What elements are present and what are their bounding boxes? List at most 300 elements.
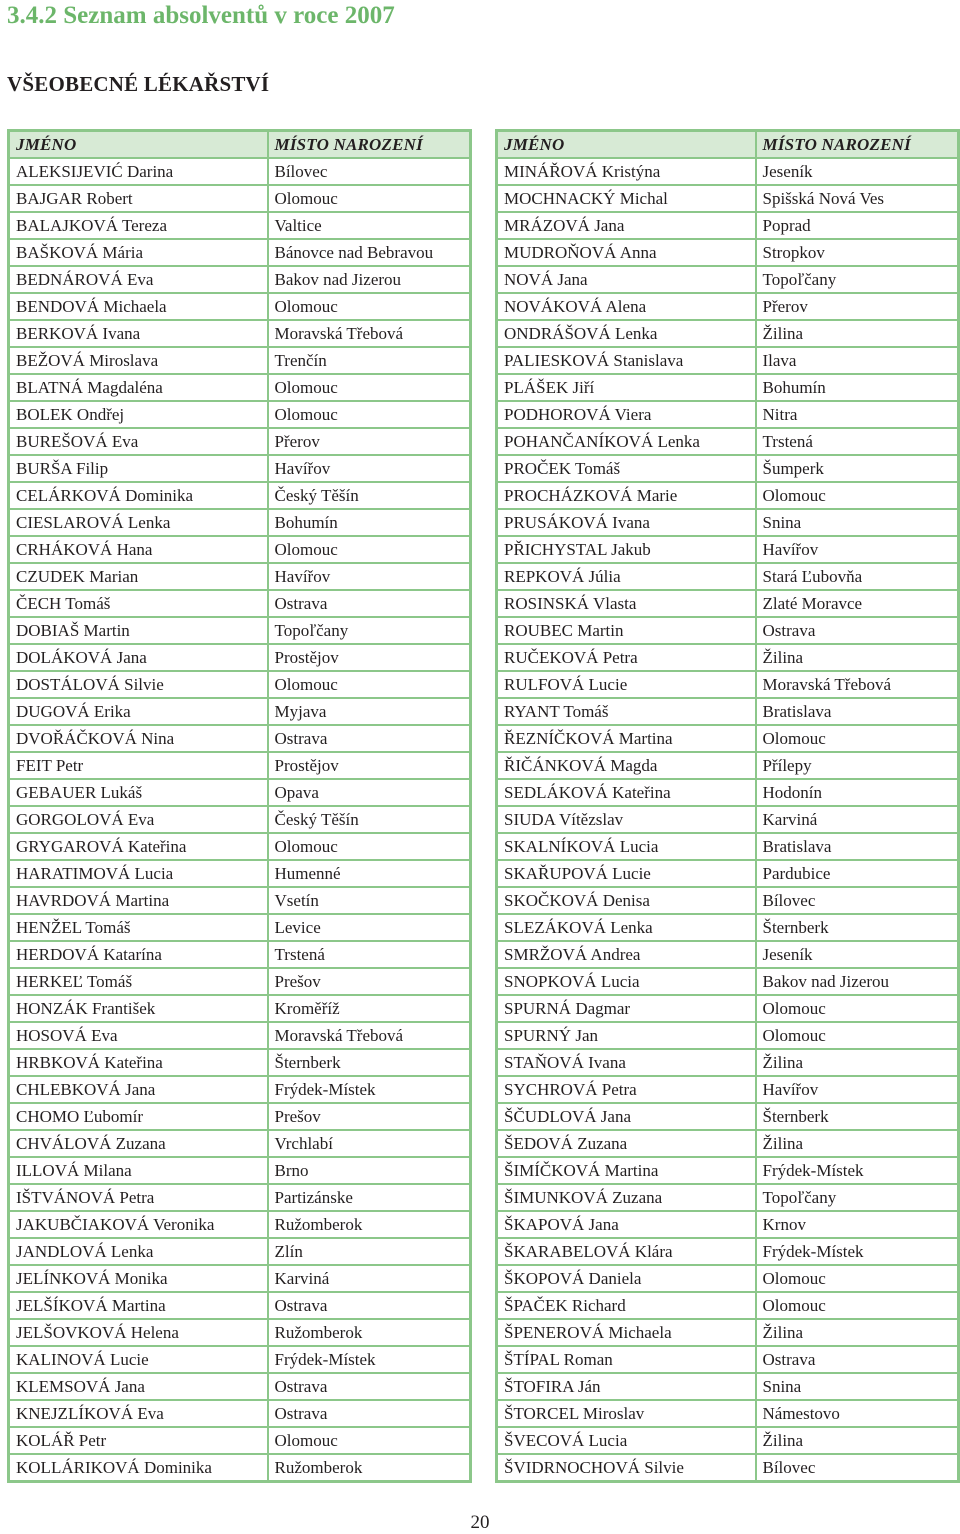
birthplace: Žilina (756, 1130, 959, 1157)
graduate-name: POHANČANÍKOVÁ Lenka (497, 428, 756, 455)
table-row (497, 1346, 959, 1373)
graduate-name: SMRŽOVÁ Andrea (497, 941, 756, 968)
graduate-name: SLEZÁKOVÁ Lenka (497, 914, 756, 941)
graduate-name: NOVÁ Jana (497, 266, 756, 293)
table-row (9, 590, 471, 617)
graduate-name: DOBIAŠ Martin (9, 617, 268, 644)
graduate-name: CHOMO Ľubomír (9, 1103, 268, 1130)
table-row (497, 1292, 959, 1319)
graduate-name: MUDROŇOVÁ Anna (497, 239, 756, 266)
graduate-name: BEŽOVÁ Miroslava (9, 347, 268, 374)
graduate-name: BURŠA Filip (9, 455, 268, 482)
graduate-name: JELŠÍKOVÁ Martina (9, 1292, 268, 1319)
graduate-name: PLÁŠEK Jiří (497, 374, 756, 401)
table-row (9, 1076, 471, 1103)
graduate-name: KALINOVÁ Lucie (9, 1346, 268, 1373)
table-row (497, 1130, 959, 1157)
table-row (9, 1265, 471, 1292)
graduate-name: BOLEK Ondřej (9, 401, 268, 428)
table-row (9, 1211, 471, 1238)
table-row (9, 563, 471, 590)
birthplace: Přerov (268, 428, 471, 455)
graduates-table-right (495, 129, 960, 1483)
graduate-name: ŠPAČEK Richard (497, 1292, 756, 1319)
birthplace: Brno (268, 1157, 471, 1184)
birthplace: Spišská Nová Ves (756, 185, 959, 212)
birthplace: Moravská Třebová (268, 320, 471, 347)
page-number: 20 (470, 1512, 490, 1533)
birthplace: Vsetín (268, 887, 471, 914)
graduate-name: RUČEKOVÁ Petra (497, 644, 756, 671)
birthplace: Ružomberok (268, 1211, 471, 1238)
birthplace: Ilava (756, 347, 959, 374)
table-row (9, 212, 471, 239)
birthplace: Bílovec (268, 158, 471, 185)
table-row (9, 536, 471, 563)
birthplace: Trstená (756, 428, 959, 455)
graduate-name: MRÁZOVÁ Jana (497, 212, 756, 239)
birthplace: Trenčín (268, 347, 471, 374)
table-row (9, 1400, 471, 1427)
graduate-name: FEIT Petr (9, 752, 268, 779)
table-row (9, 1346, 471, 1373)
table-row (9, 644, 471, 671)
graduate-name: HENŽEL Tomáš (9, 914, 268, 941)
graduate-name: GEBAUER Lukáš (9, 779, 268, 806)
table-row (9, 401, 471, 428)
graduate-name: JELŠOVKOVÁ Helena (9, 1319, 268, 1346)
table-row (9, 428, 471, 455)
table-row (9, 698, 471, 725)
graduate-name: ŠKARABELOVÁ Klára (497, 1238, 756, 1265)
table-row (497, 671, 959, 698)
table-row (497, 347, 959, 374)
birthplace: Bohumín (756, 374, 959, 401)
birthplace: Námestovo (756, 1400, 959, 1427)
birthplace: Olomouc (756, 1022, 959, 1049)
graduate-name: MINÁŘOVÁ Kristýna (497, 158, 756, 185)
graduate-name: ŘEZNÍČKOVÁ Martina (497, 725, 756, 752)
birthplace: Žilina (756, 644, 959, 671)
table-row (9, 752, 471, 779)
column-header-birthplace: MÍSTO NAROZENÍ (268, 131, 471, 159)
birthplace: Ružomberok (268, 1454, 471, 1482)
birthplace: Olomouc (268, 401, 471, 428)
table-row (497, 1238, 959, 1265)
graduate-name: ŠEDOVÁ Zuzana (497, 1130, 756, 1157)
table-row (9, 1319, 471, 1346)
graduate-name: HRBKOVÁ Kateřina (9, 1049, 268, 1076)
graduate-name: DUGOVÁ Erika (9, 698, 268, 725)
birthplace: Prešov (268, 1103, 471, 1130)
table-row (9, 725, 471, 752)
table-row (9, 185, 471, 212)
table-row (497, 509, 959, 536)
graduate-name: CHVÁLOVÁ Zuzana (9, 1130, 268, 1157)
graduate-name: SNOPKOVÁ Lucia (497, 968, 756, 995)
graduate-name: ALEKSIJEVIĆ Darina (9, 158, 268, 185)
table-row (9, 374, 471, 401)
table-row (497, 536, 959, 563)
birthplace: Myjava (268, 698, 471, 725)
graduate-name: SEDLÁKOVÁ Kateřina (497, 779, 756, 806)
table-row (9, 887, 471, 914)
birthplace: Ostrava (756, 617, 959, 644)
table-row (497, 1427, 959, 1454)
graduate-name: SKALNÍKOVÁ Lucia (497, 833, 756, 860)
table-row (497, 833, 959, 860)
table-row (9, 833, 471, 860)
birthplace: Valtice (268, 212, 471, 239)
birthplace: Žilina (756, 320, 959, 347)
table-row (9, 1454, 471, 1482)
graduate-name: DOLÁKOVÁ Jana (9, 644, 268, 671)
birthplace: Ostrava (756, 1346, 959, 1373)
graduate-name: SYCHROVÁ Petra (497, 1076, 756, 1103)
birthplace: Český Těšín (268, 482, 471, 509)
graduate-name: KOLÁŘ Petr (9, 1427, 268, 1454)
graduate-name: BLATNÁ Magdaléna (9, 374, 268, 401)
table-header-row (497, 131, 959, 159)
table-row (9, 968, 471, 995)
birthplace: Olomouc (268, 833, 471, 860)
birthplace: Stropkov (756, 239, 959, 266)
graduate-name: KOLLÁRIKOVÁ Dominika (9, 1454, 268, 1482)
birthplace: Bakov nad Jizerou (756, 968, 959, 995)
birthplace: Olomouc (756, 1265, 959, 1292)
table-row (9, 1373, 471, 1400)
table-row (9, 509, 471, 536)
column-header-birthplace: MÍSTO NAROZENÍ (756, 131, 959, 159)
birthplace: Karviná (268, 1265, 471, 1292)
table-row (9, 293, 471, 320)
graduate-name: CELÁRKOVÁ Dominika (9, 482, 268, 509)
graduate-name: ČECH Tomáš (9, 590, 268, 617)
birthplace: Snina (756, 1373, 959, 1400)
table-row (497, 293, 959, 320)
birthplace: Havířov (756, 536, 959, 563)
birthplace: Olomouc (268, 536, 471, 563)
graduate-name: RULFOVÁ Lucie (497, 671, 756, 698)
table-row (497, 887, 959, 914)
graduate-name: CIESLAROVÁ Lenka (9, 509, 268, 536)
birthplace: Zlaté Moravce (756, 590, 959, 617)
table-row (497, 482, 959, 509)
table-row (497, 779, 959, 806)
birthplace: Poprad (756, 212, 959, 239)
birthplace: Partizánske (268, 1184, 471, 1211)
birthplace: Olomouc (268, 671, 471, 698)
table-row (497, 428, 959, 455)
birthplace: Havířov (268, 455, 471, 482)
table-row (497, 158, 959, 185)
birthplace: Moravská Třebová (756, 671, 959, 698)
graduate-name: ŠIMÍČKOVÁ Martina (497, 1157, 756, 1184)
table-row (9, 1292, 471, 1319)
table-row (497, 266, 959, 293)
graduate-name: ROUBEC Martin (497, 617, 756, 644)
birthplace: Ostrava (268, 1373, 471, 1400)
table-row (497, 212, 959, 239)
table-row (9, 455, 471, 482)
table-row (497, 752, 959, 779)
graduate-name: RYANT Tomáš (497, 698, 756, 725)
graduate-name: SPURNÝ Jan (497, 1022, 756, 1049)
table-row (9, 266, 471, 293)
graduate-name: HAVRDOVÁ Martina (9, 887, 268, 914)
graduate-name: BEDNÁROVÁ Eva (9, 266, 268, 293)
birthplace: Bakov nad Jizerou (268, 266, 471, 293)
table-row (9, 779, 471, 806)
birthplace: Frýdek-Místek (268, 1346, 471, 1373)
graduate-name: HOSOVÁ Eva (9, 1022, 268, 1049)
birthplace: Šumperk (756, 455, 959, 482)
graduate-name: CRHÁKOVÁ Hana (9, 536, 268, 563)
table-row (497, 1454, 959, 1482)
graduate-name: REPKOVÁ Júlia (497, 563, 756, 590)
table-row (9, 914, 471, 941)
table-row (9, 671, 471, 698)
graduate-name: PALIESKOVÁ Stanislava (497, 347, 756, 374)
birthplace: Kroměříž (268, 995, 471, 1022)
birthplace: Bílovec (756, 887, 959, 914)
table-row (497, 374, 959, 401)
birthplace: Šternberk (756, 914, 959, 941)
table-row (497, 941, 959, 968)
column-header-name: JMÉNO (497, 131, 756, 159)
birthplace: Český Těšín (268, 806, 471, 833)
graduate-name: CHLEBKOVÁ Jana (9, 1076, 268, 1103)
table-row (9, 1103, 471, 1130)
birthplace: Hodonín (756, 779, 959, 806)
graduate-name: HERKEĽ Tomáš (9, 968, 268, 995)
graduate-name: DOSTÁLOVÁ Silvie (9, 671, 268, 698)
graduate-name: KNEJZLÍKOVÁ Eva (9, 1400, 268, 1427)
table-row (497, 1157, 959, 1184)
table-row (9, 617, 471, 644)
table-row (9, 1157, 471, 1184)
table-row (497, 1319, 959, 1346)
graduate-name: SIUDA Vítězslav (497, 806, 756, 833)
table-row (497, 725, 959, 752)
table-row (9, 1022, 471, 1049)
birthplace: Humenné (268, 860, 471, 887)
birthplace: Ostrava (268, 1400, 471, 1427)
table-row (497, 1211, 959, 1238)
birthplace: Krnov (756, 1211, 959, 1238)
graduate-name: ILLOVÁ Milana (9, 1157, 268, 1184)
graduate-name: PODHOROVÁ Viera (497, 401, 756, 428)
table-row (497, 860, 959, 887)
birthplace: Zlín (268, 1238, 471, 1265)
birthplace: Olomouc (756, 995, 959, 1022)
birthplace: Vrchlabí (268, 1130, 471, 1157)
graduate-name: SKAŘUPOVÁ Lucie (497, 860, 756, 887)
table-row (497, 1184, 959, 1211)
table-row (497, 806, 959, 833)
graduate-name: BALAJKOVÁ Tereza (9, 212, 268, 239)
table-row (9, 995, 471, 1022)
column-header-name: JMÉNO (9, 131, 268, 159)
birthplace: Karviná (756, 806, 959, 833)
birthplace: Ružomberok (268, 1319, 471, 1346)
table-row (497, 1049, 959, 1076)
graduate-name: NOVÁKOVÁ Alena (497, 293, 756, 320)
table-row (497, 617, 959, 644)
birthplace: Olomouc (268, 374, 471, 401)
birthplace: Ostrava (268, 1292, 471, 1319)
table-row (9, 1049, 471, 1076)
graduate-name: HERDOVÁ Katarína (9, 941, 268, 968)
table-row (497, 1022, 959, 1049)
birthplace: Šternberk (268, 1049, 471, 1076)
table-row (497, 698, 959, 725)
birthplace: Jeseník (756, 941, 959, 968)
table-row (497, 401, 959, 428)
table-row (497, 995, 959, 1022)
graduate-name: GORGOLOVÁ Eva (9, 806, 268, 833)
table-row (497, 968, 959, 995)
graduate-name: ROSINSKÁ Vlasta (497, 590, 756, 617)
graduate-name: STAŇOVÁ Ivana (497, 1049, 756, 1076)
birthplace: Bohumín (268, 509, 471, 536)
birthplace: Opava (268, 779, 471, 806)
birthplace: Olomouc (756, 482, 959, 509)
table-row (9, 941, 471, 968)
birthplace: Havířov (756, 1076, 959, 1103)
graduate-name: BENDOVÁ Michaela (9, 293, 268, 320)
graduate-name: ŠČUDLOVÁ Jana (497, 1103, 756, 1130)
table-row (9, 158, 471, 185)
birthplace: Topoľčany (756, 1184, 959, 1211)
graduate-name: ŘIČÁNKOVÁ Magda (497, 752, 756, 779)
graduate-name: PŘICHYSTAL Jakub (497, 536, 756, 563)
graduate-name: BAŠKOVÁ Mária (9, 239, 268, 266)
birthplace: Ostrava (268, 590, 471, 617)
birthplace: Žilina (756, 1427, 959, 1454)
table-row (497, 1103, 959, 1130)
birthplace: Nitra (756, 401, 959, 428)
table-row (9, 320, 471, 347)
graduate-name: DVOŘÁČKOVÁ Nina (9, 725, 268, 752)
birthplace: Šternberk (756, 1103, 959, 1130)
graduate-name: PRUSÁKOVÁ Ivana (497, 509, 756, 536)
birthplace: Trstená (268, 941, 471, 968)
table-row (497, 1265, 959, 1292)
birthplace: Přílepy (756, 752, 959, 779)
graduate-name: HARATIMOVÁ Lucia (9, 860, 268, 887)
graduate-name: MOCHNACKÝ Michal (497, 185, 756, 212)
graduate-name: ŠKOPOVÁ Daniela (497, 1265, 756, 1292)
subsection-title: VŠEOBECNÉ LÉKAŘSTVÍ (7, 72, 270, 96)
graduate-name: JANDLOVÁ Lenka (9, 1238, 268, 1265)
birthplace: Snina (756, 509, 959, 536)
graduate-name: ŠIMUNKOVÁ Zuzana (497, 1184, 756, 1211)
graduate-name: ŠTOFIRA Ján (497, 1373, 756, 1400)
table-row (9, 806, 471, 833)
birthplace: Frýdek-Místek (756, 1238, 959, 1265)
table-row (497, 239, 959, 266)
graduate-name: ŠPENEROVÁ Michaela (497, 1319, 756, 1346)
table-row (497, 644, 959, 671)
birthplace: Prostějov (268, 752, 471, 779)
graduate-name: ONDRÁŠOVÁ Lenka (497, 320, 756, 347)
birthplace: Frýdek-Místek (268, 1076, 471, 1103)
table-row (497, 590, 959, 617)
table-row (9, 1238, 471, 1265)
birthplace: Levice (268, 914, 471, 941)
graduate-name: BUREŠOVÁ Eva (9, 428, 268, 455)
table-row (9, 1427, 471, 1454)
graduate-name: BAJGAR Robert (9, 185, 268, 212)
table-row (497, 914, 959, 941)
birthplace: Stará Ľubovňa (756, 563, 959, 590)
table-row (497, 320, 959, 347)
table-row (497, 1373, 959, 1400)
birthplace: Bratislava (756, 698, 959, 725)
section-title: 3.4.2 Seznam absolventů v roce 2007 (7, 2, 395, 29)
graduate-name: KLEMSOVÁ Jana (9, 1373, 268, 1400)
table-row (497, 455, 959, 482)
table-row (9, 239, 471, 266)
birthplace: Frýdek-Místek (756, 1157, 959, 1184)
graduate-name: ŠVECOVÁ Lucia (497, 1427, 756, 1454)
graduate-name: GRYGAROVÁ Kateřina (9, 833, 268, 860)
graduate-name: ŠKAPOVÁ Jana (497, 1211, 756, 1238)
birthplace: Havířov (268, 563, 471, 590)
graduate-name: PROČEK Tomáš (497, 455, 756, 482)
birthplace: Olomouc (268, 185, 471, 212)
birthplace: Olomouc (756, 1292, 959, 1319)
birthplace: Moravská Třebová (268, 1022, 471, 1049)
birthplace: Prostějov (268, 644, 471, 671)
birthplace: Topoľčany (268, 617, 471, 644)
birthplace: Olomouc (268, 1427, 471, 1454)
birthplace: Topoľčany (756, 266, 959, 293)
table-row (9, 347, 471, 374)
birthplace: Bílovec (756, 1454, 959, 1482)
graduate-name: SKOČKOVÁ Denisa (497, 887, 756, 914)
graduate-name: PROCHÁZKOVÁ Marie (497, 482, 756, 509)
graduates-table-left (7, 129, 472, 1483)
table-row (497, 185, 959, 212)
birthplace: Olomouc (268, 293, 471, 320)
table-row (497, 563, 959, 590)
graduate-name: JELÍNKOVÁ Monika (9, 1265, 268, 1292)
birthplace: Prešov (268, 968, 471, 995)
birthplace: Bánovce nad Bebravou (268, 239, 471, 266)
birthplace: Bratislava (756, 833, 959, 860)
birthplace: Pardubice (756, 860, 959, 887)
birthplace: Žilina (756, 1049, 959, 1076)
table-row (9, 1130, 471, 1157)
graduate-name: SPURNÁ Dagmar (497, 995, 756, 1022)
table-row (497, 1400, 959, 1427)
table-row (9, 482, 471, 509)
graduate-name: BERKOVÁ Ivana (9, 320, 268, 347)
birthplace: Jeseník (756, 158, 959, 185)
birthplace: Olomouc (756, 725, 959, 752)
graduate-name: IŠTVÁNOVÁ Petra (9, 1184, 268, 1211)
birthplace: Ostrava (268, 725, 471, 752)
graduate-name: ŠTORCEL Miroslav (497, 1400, 756, 1427)
graduate-name: HONZÁK František (9, 995, 268, 1022)
graduate-name: JAKUBČIAKOVÁ Veronika (9, 1211, 268, 1238)
table-header-row (9, 131, 471, 159)
table-row (9, 1184, 471, 1211)
graduate-name: CZUDEK Marian (9, 563, 268, 590)
birthplace: Žilina (756, 1319, 959, 1346)
